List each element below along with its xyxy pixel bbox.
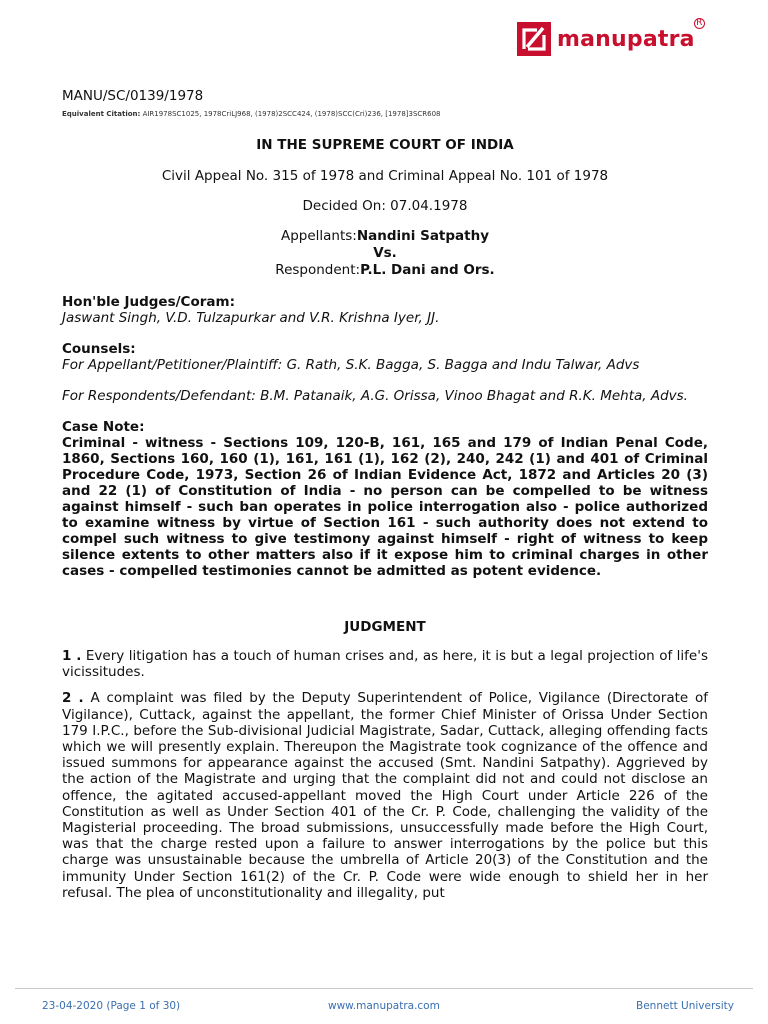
manupatra-logo (517, 18, 703, 56)
paragraph-number: 1 . (62, 648, 82, 664)
paragraph-number: 2 . (62, 690, 84, 707)
manu-citation-id: MANU/SC/0139/1978 (62, 88, 204, 104)
manupatra-logo-icon (517, 22, 551, 56)
footer-organization: Bennett University (636, 1000, 734, 1012)
registered-icon: R (694, 18, 705, 29)
equivalent-citation-label: Equivalent Citation: (62, 110, 141, 118)
judgment-heading: JUDGMENT (344, 619, 426, 635)
versus (62, 245, 708, 262)
paragraph-1 (62, 648, 708, 680)
judges-heading: Hon'ble Judges/Coram: (62, 294, 235, 310)
decided-date: Decided On: 07.04.1978 (302, 198, 468, 214)
respondent-label: Respondent: (275, 262, 361, 278)
counsel-appellant: For Appellant/Petitioner/Plaintiff: G. Rath, S.K. Bagga, S. Bagga and Indu Talwar, Advs (62, 357, 640, 373)
case-note-text: Criminal - witness - Sections 109, 120-B, 161, 165 and 179 of Indian Penal Code, 1860, Sections 160, 160 (1), 161, 161 (1), 162 (2), 240, 242 (1) and 401 of Criminal Procedure Code, 1973, Section 26 of Indian Evidence Act, 1872 and Articles 20 (3) and 22 (1) of Constitution of India - no person can be compelled to be witness against himself - such ban operates in police interrogation also - police authorized to examine witness by virtue of Section 161 - such authority does not extend to compel such witness to give testimony against himself - right of witness to keep silence extents to other matters also if it expose him to criminal charges in other cases - compelled testimonies cannot be admitted as potent evidence. (62, 435, 708, 579)
judges-names: Jaswant Singh, V.D. Tulzapurkar and V.R. Krishna Iyer, JJ. (62, 310, 440, 326)
appellants-line (62, 228, 708, 245)
parties (62, 228, 708, 279)
footer-website-link[interactable]: www.manupatra.com (328, 1000, 440, 1012)
page-footer (0, 1000, 768, 1014)
counsel-respondent: For Respondents/Defendant: B.M. Patanaik, A.G. Orissa, Vinoo Bhagat and R.K. Mehta, Advs. (62, 388, 688, 404)
appeal-number: Civil Appeal No. 315 of 1978 and Criminal Appeal No. 101 of 1978 (161, 168, 609, 184)
footer-divider (15, 988, 753, 989)
respondent-line (62, 262, 708, 279)
respondent-name: P.L. Dani and Ors. (360, 262, 495, 278)
versus-text: Vs. (373, 245, 397, 261)
equivalent-citation-value: AIR1978SC1025, 1978CriLJ968, (1978)2SCC424, (1978)SCC(Cri)236, [1978]3SCR608 (142, 110, 441, 118)
appellants-label: Appellants: (280, 228, 357, 244)
appellants-name: Nandini Satpathy (356, 228, 490, 244)
document-body (62, 88, 708, 911)
equivalent-citation (62, 110, 708, 118)
logo-wordmark: manupatra (557, 26, 695, 52)
case-note-heading: Case Note: (62, 419, 145, 435)
footer-date-page: 23-04-2020 (Page 1 of 30) (42, 1000, 181, 1012)
counsels-heading: Counsels: (62, 341, 136, 357)
paragraph-text: A complaint was filed by the Deputy Superintendent of Police, Vigilance (Directorate of Vigilance), Cuttack, against the appellant, the former Chief Minister of Orissa Under Section 179 I.P.C., before the Sub-divisional Judicial Magistrate, Sadar, Cuttack, alleging offending facts which we will presently explain. Thereupon the Magistrate took cognizance of the offence and issued summons for appearance against the accused (Smt. Nandini Satpathy). Aggrieved by the action of the Magistrate and urging that the complaint did not and could not disclose an offence, the agitated accused-appellant moved the High Court under Article 226 of the Constitution as well as Under Section 401 of the Cr. P. Code, challenging the validity of the Magisterial proceeding. The broad submissions, unsuccessfully made before the High Court, was that the charge rested upon a failure to answer interrogations by the police but this charge was unsustainable because the umbrella of Article 20(3) of the Constitution and the immunity Under Section 161(2) of the Cr. P. Code were wide enough to shield her in her refusal. The plea of unconstitutionality and illegality, put (62, 690, 709, 901)
paragraph-2 (62, 690, 708, 901)
paragraph-text: Every litigation has a touch of human crises and, as here, it is but a legal projection of life's vicissitudes. (62, 648, 708, 681)
court-title: IN THE SUPREME COURT OF INDIA (256, 137, 514, 153)
